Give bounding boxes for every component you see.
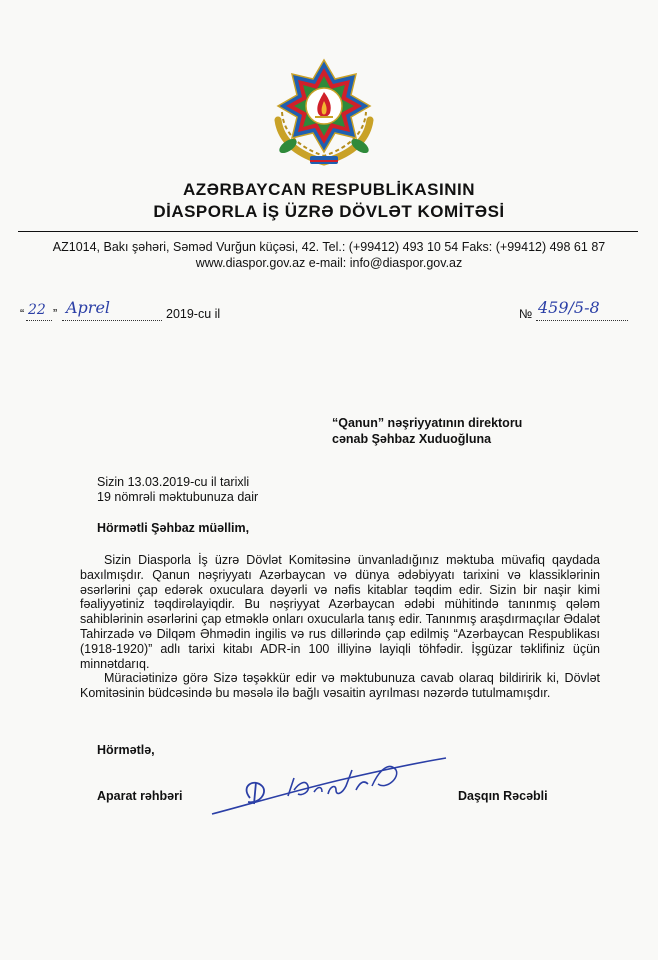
reference-number-underline bbox=[536, 320, 628, 321]
body-paragraph-2: Müraciətinizə görə Sizə təşəkkür edir və məktubunuza cavab olaraq bildiririk ki, Dövlət Komitəsinin büdcəsində bu məsələ ilə bağlı vəsaitin ayrılması nəzərdə tutulmamışdır. bbox=[80, 671, 600, 701]
handwritten-date-month: Aprel bbox=[66, 298, 111, 317]
date-month-underline bbox=[62, 320, 162, 321]
address-line: AZ1014, Bakı şəhəri, Səməd Vurğun küçəsi, 42. Tel.: (+99412) 493 10 54 Faks: (+99412) 498 61 87 bbox=[52, 240, 606, 254]
signatory-name: Daşqın Rəcəbli bbox=[458, 789, 548, 803]
date-day-underline bbox=[26, 320, 52, 321]
organization-name-line1: AZƏRBAYCAN RESPUBLİKASININ bbox=[182, 180, 475, 199]
letter-body bbox=[80, 553, 600, 701]
reference-number-label: № bbox=[519, 307, 533, 321]
greeting: Hörmətli Şəhbaz müəllim, bbox=[97, 521, 250, 535]
closing-regards: Hörmətlə, bbox=[97, 743, 155, 757]
handwritten-date-day: 22 bbox=[28, 302, 46, 318]
organization-name-line2: DİASPORLA İŞ ÜZRƏ DÖVLƏT KOMİTƏSİ bbox=[153, 202, 505, 221]
recipient-line2: cənab Şəhbaz Xuduoğluna bbox=[332, 432, 492, 446]
header-divider bbox=[18, 231, 638, 232]
web-email-line: www.diaspor.gov.az e-mail: info@diaspor.gov.az bbox=[195, 256, 463, 270]
handwritten-signature bbox=[210, 756, 460, 818]
signatory-position: Aparat rəhbəri bbox=[97, 789, 183, 803]
subject-line2: 19 nömrəli məktubunuza dair bbox=[97, 490, 259, 504]
coat-of-arms-emblem bbox=[268, 50, 380, 172]
body-paragraph-1: Sizin Diasporla İş üzrə Dövlət Komitəsinə ünvanladığınız məktuba müvafiq qaydada baxılmışdır. Qanun nəşriyyatı Azərbaycan və dünya ədəbiyyatı tarixini və klassiklərinin əsərlərini çap edərək oxuculara dəyərli və nəfis kitablar təqdim edir. Sizin bir naşir kimi fəaliyyətiniz təqdirəlayiqdir. Bu nəşriyyat Azərbaycan ədəbi mühitində tanınmış qələm sahiblərinin əsərlərini çap etməklə onları oxucularla tanış edir. Tanınmış araşdırmaçılar Ədalət Tahirzadə və Dilqəm Əhmədin ingilis və rus dillərində çap edilmiş “Azərbaycan Respublikası (1918-1920)” adlı tarixi kitabı ADR-in 100 illiyinə layiqli töhfədir. İşgüzar təklifiniz üçün minnətdarıq. bbox=[80, 553, 600, 671]
subject-line1: Sizin 13.03.2019-cu il tarixli bbox=[97, 475, 250, 489]
date-quote-close: ” bbox=[53, 307, 58, 321]
date-year-text: 2019-cu il bbox=[166, 307, 221, 321]
handwritten-reference-number: 459/5-8 bbox=[538, 298, 600, 317]
recipient-line1: “Qanun” nəşriyyatının direktoru bbox=[332, 416, 523, 430]
date-quote-open: “ bbox=[20, 307, 25, 321]
